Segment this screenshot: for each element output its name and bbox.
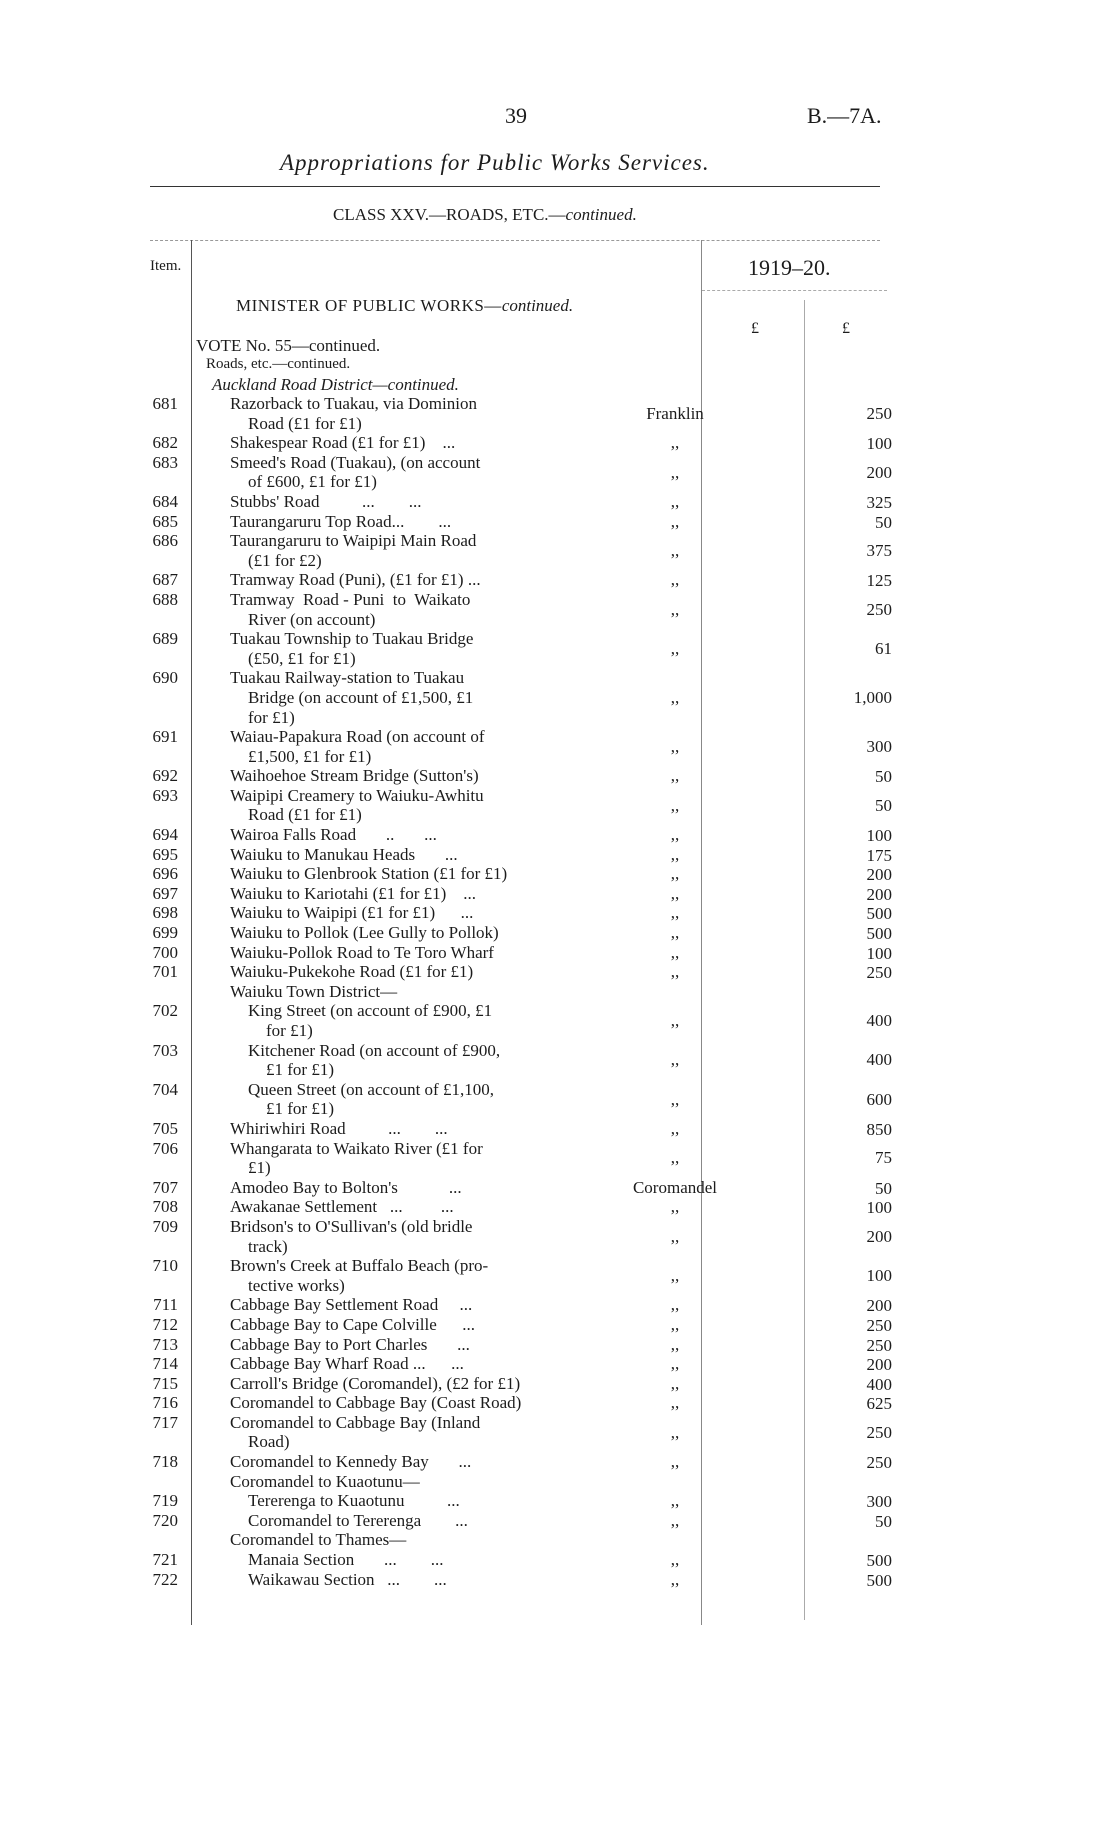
table-row — [140, 1413, 890, 1452]
electorate: ,, — [670, 1569, 680, 1589]
electorate: ,, — [670, 864, 680, 884]
table-row — [140, 1295, 890, 1315]
table-row — [140, 727, 890, 766]
title-rule — [150, 186, 880, 187]
table-row — [140, 1001, 890, 1040]
amount: 400 — [866, 1050, 892, 1070]
electorate: ,, — [670, 903, 680, 923]
item-description: Waikawau Section ... ... — [248, 1569, 447, 1589]
electorate: ,, — [670, 1393, 680, 1413]
item-number: 690 — [152, 668, 178, 688]
table-row — [140, 864, 890, 884]
electorate: ,, — [670, 1334, 680, 1354]
item-number: 694 — [152, 825, 178, 845]
amount: 1,000 — [853, 687, 892, 707]
table-row — [140, 845, 890, 865]
table-row — [140, 590, 890, 629]
item-number: 703 — [152, 1040, 178, 1060]
item-number: 702 — [152, 1001, 178, 1021]
item-number: 687 — [152, 570, 178, 590]
item-description: Wairoa Falls Road .. ... — [230, 825, 437, 845]
electorate: ,, — [670, 1148, 680, 1168]
table-row — [140, 1139, 890, 1178]
amount: 250 — [866, 963, 892, 983]
item-number: 693 — [152, 785, 178, 805]
item-number: 692 — [152, 766, 178, 786]
pound-sign-column-2: £ — [842, 320, 850, 337]
amount: 500 — [866, 1551, 892, 1571]
electorate: ,, — [670, 1295, 680, 1315]
item-description: Waiuku to Glenbrook Station (£1 for £1) — [230, 864, 508, 884]
amount: 200 — [866, 865, 892, 885]
item-number: 722 — [152, 1569, 178, 1589]
electorate: ,, — [670, 923, 680, 943]
amount: 200 — [866, 1296, 892, 1316]
page-title: Appropriations for Public Works Services. — [280, 150, 710, 175]
amount: 250 — [866, 1335, 892, 1355]
item-number: 681 — [152, 394, 178, 413]
electorate: ,, — [670, 433, 680, 453]
amount: 175 — [866, 845, 892, 865]
item-description: Taurangaruru Top Road... ... — [230, 511, 452, 531]
table-row — [140, 512, 890, 532]
amount: 250 — [866, 1422, 892, 1442]
amount: 625 — [866, 1394, 892, 1414]
amount: 50 — [875, 1511, 892, 1531]
electorate: ,, — [670, 511, 680, 531]
item-description: Smeed's Road (Tuakau), (on account of £600, £1 for £1) — [230, 452, 481, 492]
item-description: Taurangaruru to Waipipi Main Road (£1 for £2) — [230, 531, 477, 570]
table-row — [140, 1550, 890, 1570]
item-description: Coromandel to Cabbage Bay (Inland Road) — [230, 1412, 481, 1452]
amount: 250 — [866, 1315, 892, 1335]
table-row — [140, 629, 890, 668]
item-description: Tramway Road - Puni to Waikato River (on account) — [230, 589, 471, 629]
electorate: ,, — [670, 1011, 680, 1031]
electorate: ,, — [670, 1118, 680, 1138]
amount: 500 — [866, 1570, 892, 1590]
table-row — [140, 786, 890, 825]
amount: 600 — [866, 1089, 892, 1109]
table-row — [140, 884, 890, 904]
electorate: ,, — [670, 1265, 680, 1285]
item-description: Waiau-Papakura Road (on account of £1,500, £1 for £1) — [230, 727, 485, 766]
item-description: Waiuku to Manukau Heads ... — [230, 844, 458, 864]
amount: 50 — [875, 767, 892, 787]
table-row — [140, 943, 890, 963]
table-row — [140, 1080, 890, 1119]
table-row — [140, 1374, 890, 1394]
item-number: 691 — [152, 727, 178, 747]
electorate: Coromandel — [632, 1177, 718, 1197]
amount: 100 — [866, 1265, 892, 1285]
page-number: 39 — [505, 103, 527, 128]
item-description: Waiuku to Pollok (Lee Gully to Pollok) — [230, 923, 499, 943]
amount: 500 — [866, 904, 892, 924]
table-row — [140, 531, 890, 570]
table-row — [140, 903, 890, 923]
amount: 325 — [866, 492, 892, 512]
electorate: ,, — [670, 491, 680, 511]
item-description: Tuakau Railway-station to Tuakau Bridge (on account of £1,500, £1 for £1) — [230, 668, 474, 727]
amount: 250 — [866, 1453, 892, 1473]
item-number: 700 — [152, 942, 178, 962]
item-number: 699 — [152, 923, 178, 943]
item-number: 706 — [152, 1138, 178, 1158]
item-number: 697 — [152, 883, 178, 903]
year-column-header: 1919–20. — [748, 255, 831, 280]
minister-heading: MINISTER OF PUBLIC WORKS—continued. — [236, 296, 574, 315]
item-description: Waiuku to Waipipi (£1 for £1) ... — [230, 903, 474, 923]
item-number: 683 — [152, 452, 178, 472]
appropriation-table — [140, 394, 890, 1589]
item-number: 715 — [152, 1373, 178, 1393]
item-description: Waiuku-Pukekohe Road (£1 for £1) — [230, 962, 474, 982]
item-number: 701 — [152, 962, 178, 982]
electorate: ,, — [670, 766, 680, 786]
amount: 125 — [866, 571, 892, 591]
item-number: 707 — [152, 1177, 178, 1197]
item-description: Carroll's Bridge (Coromandel), (£2 for £1) — [230, 1373, 521, 1393]
item-description: Tramway Road (Puni), (£1 for £1) ... — [230, 570, 481, 590]
item-number: 719 — [152, 1491, 178, 1511]
table-row — [140, 570, 890, 590]
electorate: ,, — [670, 883, 680, 903]
amount: 50 — [875, 1178, 892, 1198]
table-row — [140, 1452, 890, 1472]
item-description: Cabbage Bay Wharf Road ... ... — [230, 1354, 464, 1374]
table-row — [140, 1315, 890, 1335]
electorate: ,, — [670, 1550, 680, 1570]
table-row — [140, 766, 890, 786]
header-rule — [150, 240, 880, 241]
item-description: Coromandel to Tererenga ... — [248, 1510, 468, 1530]
table-row — [140, 1178, 890, 1198]
subheading: Coromandel to Thames— — [230, 1530, 407, 1550]
item-description: Whiriwhiri Road ... ... — [230, 1118, 448, 1138]
amount: 100 — [866, 1198, 892, 1218]
table-row — [140, 825, 890, 845]
table-row — [140, 1217, 890, 1256]
item-description: Cabbage Bay to Cape Colville ... — [230, 1314, 476, 1334]
item-number: 721 — [152, 1550, 178, 1570]
item-number: 689 — [152, 629, 178, 649]
amount: 100 — [866, 826, 892, 846]
item-number: 717 — [152, 1412, 178, 1432]
item-number: 704 — [152, 1079, 178, 1099]
vote-heading: VOTE No. 55—continued. — [196, 336, 381, 355]
item-description: Coromandel to Cabbage Bay (Coast Road) — [230, 1393, 522, 1413]
electorate: ,, — [670, 462, 680, 482]
electorate: ,, — [670, 795, 680, 815]
item-number: 682 — [152, 433, 178, 453]
item-number: 720 — [152, 1510, 178, 1530]
item-description: Cabbage Bay to Port Charles ... — [230, 1334, 470, 1354]
amount: 100 — [866, 434, 892, 454]
electorate: ,, — [670, 962, 680, 982]
table-row — [140, 1354, 890, 1374]
amount: 75 — [875, 1148, 892, 1168]
electorate: ,, — [670, 570, 680, 590]
table-row — [140, 1570, 890, 1590]
amount: 300 — [866, 736, 892, 756]
item-description: Tererenga to Kuaotunu ... — [248, 1491, 460, 1511]
table-row — [140, 1256, 890, 1295]
table-row — [140, 962, 890, 982]
item-description: Tuakau Township to Tuakau Bridge (£50, £1 for £1) — [230, 629, 474, 668]
item-column-header: Item. — [150, 258, 182, 274]
table-row — [140, 1491, 890, 1511]
item-number: 698 — [152, 903, 178, 923]
amount: 400 — [866, 1374, 892, 1394]
amount: 500 — [866, 924, 892, 944]
electorate: ,, — [670, 1050, 680, 1070]
amount: 200 — [866, 1355, 892, 1375]
amount: 50 — [875, 795, 892, 815]
table-row — [140, 1041, 890, 1080]
item-number: 695 — [152, 844, 178, 864]
electorate: ,, — [670, 942, 680, 962]
document-reference: B.—7A. — [807, 103, 882, 128]
subheading: Waiuku Town District— — [230, 981, 398, 1001]
amount: 850 — [866, 1119, 892, 1139]
amount: 250 — [866, 599, 892, 619]
table-row — [140, 453, 890, 492]
item-description: Manaia Section ... ... — [248, 1550, 444, 1570]
item-description: King Street (on account of £900, £1 for £1) — [248, 1001, 493, 1040]
item-number: 716 — [152, 1393, 178, 1413]
electorate: ,, — [670, 1373, 680, 1393]
amount: 200 — [866, 1226, 892, 1246]
amount: 100 — [866, 943, 892, 963]
item-description: Coromandel to Kennedy Bay ... — [230, 1452, 472, 1472]
item-description: Waiuku-Pollok Road to Te Toro Wharf — [230, 942, 494, 962]
table-row — [140, 394, 890, 433]
table-row — [140, 1119, 890, 1139]
item-number: 705 — [152, 1118, 178, 1138]
item-description: Amodeo Bay to Bolton's ... — [230, 1177, 462, 1197]
electorate: Franklin — [646, 403, 704, 423]
table-row — [140, 668, 890, 727]
electorate: ,, — [670, 1089, 680, 1109]
amount: 400 — [866, 1011, 892, 1031]
table-row — [140, 923, 890, 943]
item-number: 710 — [152, 1256, 178, 1276]
item-description: Whangarata to Waikato River (£1 for £1) — [230, 1138, 483, 1178]
electorate: ,, — [670, 1314, 680, 1334]
electorate: ,, — [670, 844, 680, 864]
item-description: Cabbage Bay Settlement Road ... — [230, 1295, 473, 1315]
amount: 200 — [866, 462, 892, 482]
amount: 50 — [875, 512, 892, 532]
item-description: Waipipi Creamery to Waiuku-Awhitu Road (£1 for £1) — [230, 785, 484, 825]
class-heading: CLASS XXV.—ROADS, ETC.—continued. — [333, 205, 637, 224]
item-description: Brown's Creek at Buffalo Beach (pro- tective works) — [230, 1256, 489, 1295]
item-number: 688 — [152, 589, 178, 609]
table-row — [140, 1197, 890, 1217]
subheading: Coromandel to Kuaotunu— — [230, 1471, 420, 1491]
item-number: 684 — [152, 491, 178, 511]
item-number: 708 — [152, 1197, 178, 1217]
table-row — [140, 1393, 890, 1413]
electorate: ,, — [670, 1354, 680, 1374]
district-heading: Auckland Road District—continued. — [212, 375, 459, 394]
item-description: Kitchener Road (on account of £900, £1 for £1) — [248, 1040, 501, 1080]
table-row — [140, 492, 890, 512]
item-description: Stubbs' Road ... ... — [230, 491, 422, 511]
item-description: Waiuku to Kariotahi (£1 for £1) ... — [230, 883, 477, 903]
electorate: ,, — [670, 1491, 680, 1511]
item-number: 712 — [152, 1314, 178, 1334]
amount: 200 — [866, 884, 892, 904]
item-description: Shakespear Road (£1 for £1) ... — [230, 433, 456, 453]
roads-heading: Roads, etc.—continued. — [206, 356, 351, 372]
item-description: Queen Street (on account of £1,100, £1 for £1) — [248, 1079, 494, 1119]
electorate: ,, — [670, 736, 680, 756]
amount: 375 — [866, 540, 892, 560]
item-number: 718 — [152, 1452, 178, 1472]
electorate: ,, — [670, 1452, 680, 1472]
item-description: Razorback to Tuakau, via Dominion Road (£1 for £1) — [230, 394, 477, 433]
item-description: Waihoehoe Stream Bridge (Sutton's) — [230, 766, 479, 786]
item-number: 714 — [152, 1354, 178, 1374]
electorate: ,, — [670, 1197, 680, 1217]
table-row — [140, 433, 890, 453]
item-description: Bridson's to O'Sullivan's (old bridle track) — [230, 1216, 473, 1256]
item-number: 709 — [152, 1216, 178, 1236]
table-row — [140, 1335, 890, 1355]
electorate: ,, — [670, 540, 680, 560]
item-number: 696 — [152, 864, 178, 884]
electorate: ,, — [670, 1510, 680, 1530]
amount: 250 — [866, 403, 892, 423]
electorate: ,, — [670, 638, 680, 658]
item-description: Awakanae Settlement ... ... — [230, 1197, 454, 1217]
electorate: ,, — [670, 825, 680, 845]
item-number: 711 — [153, 1295, 178, 1315]
electorate: ,, — [670, 687, 680, 707]
item-number: 713 — [152, 1334, 178, 1354]
item-number: 686 — [152, 531, 178, 551]
amount: 300 — [866, 1492, 892, 1512]
electorate: ,, — [670, 1422, 680, 1442]
table-row — [140, 1511, 890, 1531]
electorate: ,, — [670, 599, 680, 619]
item-number: 685 — [152, 511, 178, 531]
amount-header-rule — [702, 290, 887, 291]
electorate: ,, — [670, 1226, 680, 1246]
pound-sign-column-1: £ — [751, 320, 759, 337]
amount: 61 — [875, 638, 892, 658]
